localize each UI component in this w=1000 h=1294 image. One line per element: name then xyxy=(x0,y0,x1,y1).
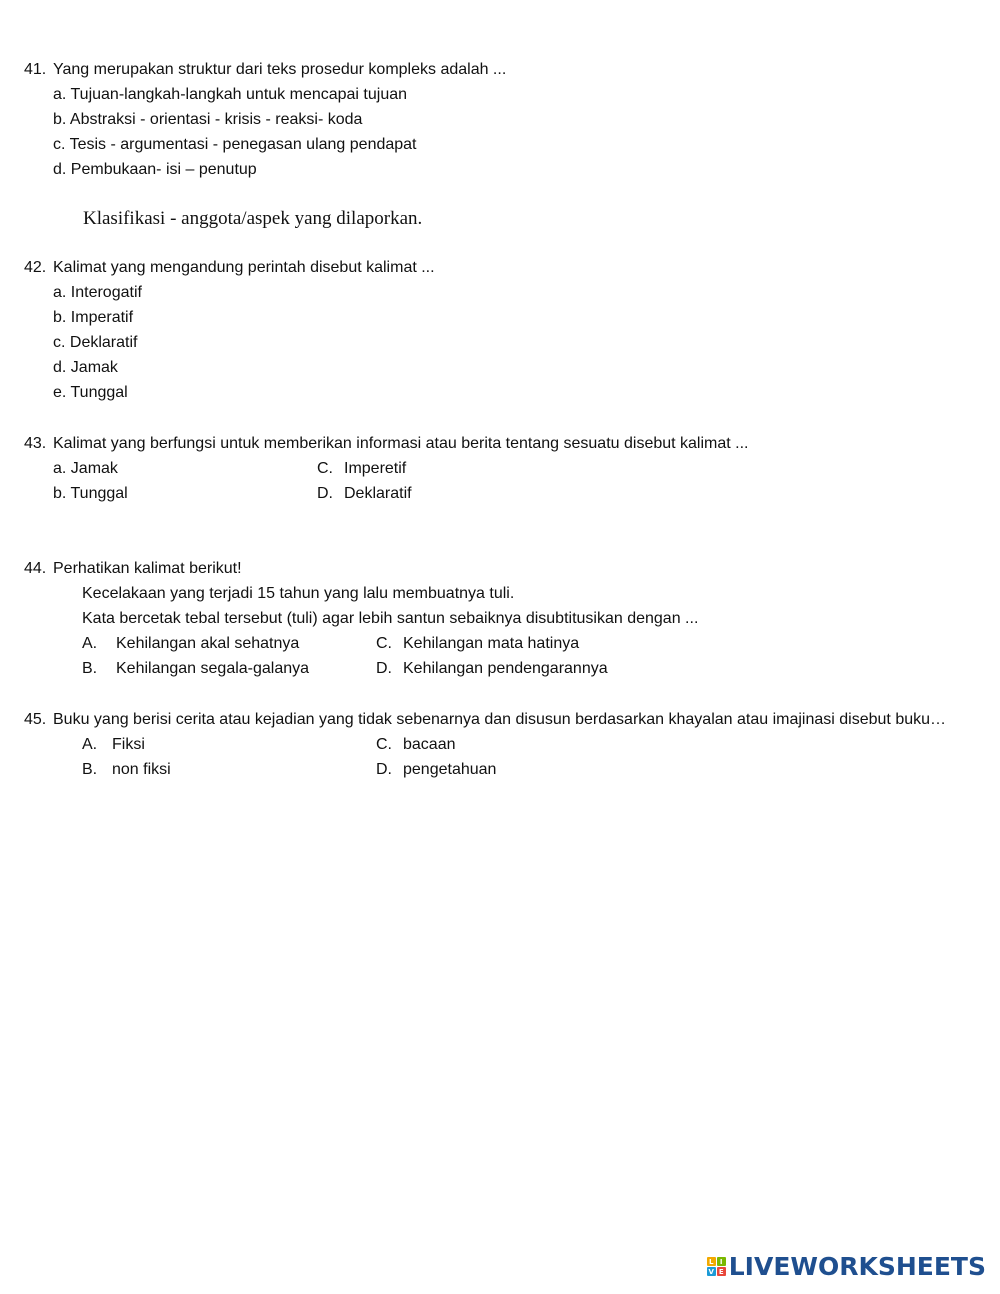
option-letter: B. xyxy=(82,761,98,778)
option-text: Imperetif xyxy=(344,460,407,477)
option-text: pengetahuan xyxy=(403,761,497,778)
option-text: non fiksi xyxy=(112,761,171,778)
option-letter: C. xyxy=(376,736,392,753)
option-45-b xyxy=(82,760,171,780)
question-text: Kalimat yang berfungsi untuk memberikan informasi atau berita tentang sesuatu disebut kalimat ... xyxy=(53,435,749,452)
option-42-b: b. Imperatif xyxy=(53,309,134,326)
option-45-d xyxy=(376,760,496,780)
instruction-44: Kata bercetak tebal tersebut (tuli) agar lebih santun sebaiknya disubtitusikan dengan ... xyxy=(82,610,699,627)
option-text: bacaan xyxy=(403,736,456,753)
option-43-c xyxy=(317,459,406,479)
option-text: Kehilangan akal sehatnya xyxy=(116,635,300,652)
liveworksheets-logo xyxy=(707,1252,986,1281)
option-44-b xyxy=(82,659,309,679)
logo-mark-icon xyxy=(707,1257,726,1276)
option-letter: B. xyxy=(82,660,98,677)
option-41-d: d. Pembukaan- isi – penutup xyxy=(53,161,257,178)
question-number: 44. xyxy=(24,560,47,577)
option-letter: D. xyxy=(376,660,392,677)
option-43-d xyxy=(317,484,412,504)
option-letter: C. xyxy=(317,460,333,477)
option-letter: A. xyxy=(82,736,98,753)
logo-text: LIVEWORKSHEETS xyxy=(728,1252,986,1281)
question-text: Yang merupakan struktur dari teks prosedur kompleks adalah ... xyxy=(53,61,507,78)
option-letter: C. xyxy=(376,635,392,652)
question-text: Kalimat yang mengandung perintah disebut kalimat ... xyxy=(53,259,435,276)
logo-cell: L xyxy=(707,1257,716,1266)
option-42-c: c. Deklaratif xyxy=(53,334,138,351)
option-45-a xyxy=(82,735,145,755)
option-41-a: a. Tujuan-langkah-langkah untuk mencapai tujuan xyxy=(53,86,408,103)
option-42-a: a. Interogatif xyxy=(53,284,142,301)
option-42-d: d. Jamak xyxy=(53,359,118,376)
option-text: Fiksi xyxy=(112,736,145,753)
example-sentence-44: Kecelakaan yang terjadi 15 tahun yang lalu membuatnya tuli. xyxy=(82,585,515,602)
option-45-c xyxy=(376,735,456,755)
logo-cell: I xyxy=(717,1257,726,1266)
question-44 xyxy=(24,559,242,579)
option-44-d xyxy=(376,659,608,679)
option-text: Kehilangan mata hatinya xyxy=(403,635,580,652)
option-42-e: e. Tunggal xyxy=(53,384,128,401)
answer-text-41: Klasifikasi - anggota/aspek yang dilaporkan. xyxy=(83,208,423,229)
question-45 xyxy=(24,710,946,730)
option-text: Kehilangan segala-galanya xyxy=(116,660,310,677)
question-number: 45. xyxy=(24,711,47,728)
logo-cell: E xyxy=(717,1267,726,1276)
option-43-b: b. Tunggal xyxy=(53,485,128,502)
option-43-a: a. Jamak xyxy=(53,460,118,477)
option-44-a xyxy=(82,634,299,654)
option-letter: A. xyxy=(82,635,98,652)
option-41-b: b. Abstraksi - orientasi - krisis - reaksi- koda xyxy=(53,111,363,128)
option-text: Deklaratif xyxy=(344,485,412,502)
question-41 xyxy=(24,60,506,80)
option-text: Kehilangan pendengarannya xyxy=(403,660,608,677)
logo-cell: V xyxy=(708,1267,714,1276)
question-43 xyxy=(24,434,748,454)
option-letter: D. xyxy=(317,485,333,502)
question-number: 42. xyxy=(24,259,47,276)
question-text: Buku yang berisi cerita atau kejadian yang tidak sebenarnya dan disusun berdasarkan khayalan atau imajinasi disebut buku… xyxy=(53,711,947,728)
question-42 xyxy=(24,258,435,278)
option-41-c: c. Tesis - argumentasi - penegasan ulang pendapat xyxy=(53,136,417,153)
question-number: 43. xyxy=(24,435,47,452)
option-44-c xyxy=(376,634,579,654)
question-text: Perhatikan kalimat berikut! xyxy=(53,560,242,577)
option-letter: D. xyxy=(376,761,392,778)
question-number: 41. xyxy=(24,61,47,78)
